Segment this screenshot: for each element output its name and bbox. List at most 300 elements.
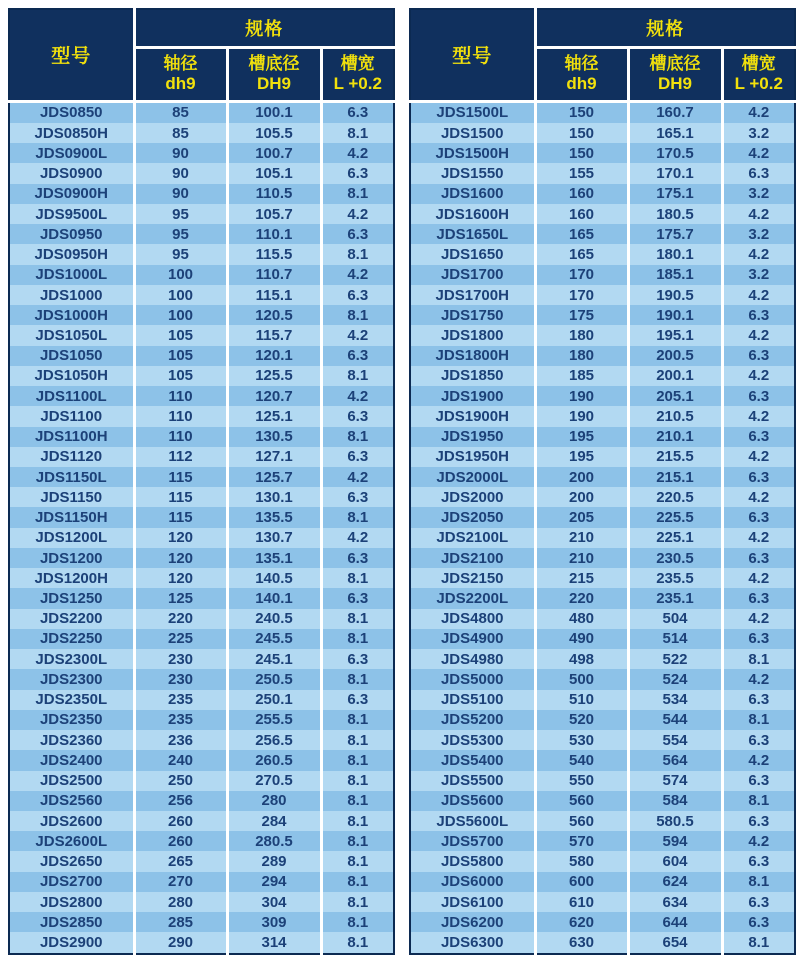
shaft-diameter-label: 轴径 [564,53,599,73]
table-row [410,325,795,345]
shaft-diameter-cell: 260 [134,811,227,831]
groove-bottom-diameter-cell: 125.5 [227,366,321,386]
model-cell: JDS2300 [39,670,103,688]
shaft-diameter-cell: 160 [535,184,628,204]
groove-bottom-diameter-cell: 100.7 [227,143,321,163]
shaft-diameter-cell: 580 [535,851,628,871]
table-row [9,101,394,123]
shaft-diameter-cell: 235 [134,690,227,710]
model-cell: JDS1600 [440,185,504,203]
model-cell: JDS1650L [436,225,509,243]
model-cell: JDS1850 [440,367,504,385]
model-cell: JDS2800 [39,893,103,911]
groove-width-cell: 6.3 [722,548,795,568]
groove-width-symbol: L +0.2 [734,74,783,93]
table-header [9,9,394,101]
shaft-diameter-label: 轴径 [163,53,198,73]
model-cell: JDS2400 [39,751,103,769]
model-cell: JDS5800 [440,853,504,871]
groove-bottom-diameter-symbol: DH9 [256,74,291,93]
table-row [9,811,394,831]
groove-width-label: 槽宽 [340,53,375,73]
table-row [9,507,394,527]
groove-bottom-diameter-cell: 115.1 [227,285,321,305]
groove-width-cell: 8.1 [722,710,795,730]
groove-bottom-diameter-cell: 200.1 [628,366,722,386]
groove-width-cell: 8.1 [722,791,795,811]
groove-bottom-diameter-cell: 230.5 [628,548,722,568]
groove-bottom-diameter-cell: 140.5 [227,568,321,588]
model-column-header: 型号 [9,9,134,101]
model-cell: JDS1200 [39,549,103,567]
groove-bottom-diameter-cell: 135.5 [227,507,321,527]
shaft-diameter-cell: 112 [134,447,227,467]
shaft-diameter-symbol: dh9 [165,74,196,93]
groove-width-cell: 8.1 [321,831,394,851]
groove-bottom-diameter-cell: 564 [628,750,722,770]
groove-width-cell: 6.3 [722,892,795,912]
groove-width-cell: 8.1 [321,184,394,204]
shaft-diameter-cell: 570 [535,831,628,851]
model-cell: JDS5000 [440,670,504,688]
shaft-diameter-cell: 210 [535,548,628,568]
groove-bottom-diameter-cell: 120.5 [227,305,321,325]
groove-width-cell: 6.3 [722,467,795,487]
groove-bottom-diameter-cell: 120.7 [227,386,321,406]
table-row [410,528,795,548]
model-cell: JDS1100H [34,428,108,446]
shaft-diameter-cell: 620 [535,912,628,932]
model-cell: JDS1250 [39,590,103,608]
model-cell: JDS6100 [440,893,504,911]
groove-bottom-diameter-cell: 504 [628,609,722,629]
shaft-diameter-cell: 120 [134,548,227,568]
groove-bottom-diameter-cell: 110.1 [227,224,321,244]
groove-bottom-diameter-cell: 170.5 [628,143,722,163]
groove-bottom-diameter-cell: 289 [227,851,321,871]
table-body-left [9,101,394,954]
table-row [9,244,394,264]
groove-bottom-diameter-cell: 524 [628,669,722,689]
shaft-diameter-cell: 530 [535,730,628,750]
groove-width-cell: 4.2 [722,204,795,224]
table-row [9,791,394,811]
shaft-diameter-cell: 150 [535,123,628,143]
groove-width-header [321,47,394,101]
groove-bottom-diameter-cell: 235.1 [628,588,722,608]
shaft-diameter-cell: 120 [134,568,227,588]
model-cell: JDS0950H [34,246,108,264]
model-cell: JDS2000L [436,468,509,486]
groove-width-cell: 6.3 [722,851,795,871]
table-row [9,568,394,588]
table-row [410,101,795,123]
model-cell: JDS4800 [440,610,504,628]
groove-width-cell: 8.1 [321,811,394,831]
groove-bottom-diameter-cell: 250.1 [227,690,321,710]
shaft-diameter-cell: 230 [134,649,227,669]
groove-bottom-diameter-cell: 514 [628,629,722,649]
shaft-diameter-cell: 498 [535,649,628,669]
model-cell: JDS1650 [440,246,504,264]
table-row [410,609,795,629]
shaft-diameter-cell: 630 [535,932,628,954]
groove-bottom-diameter-cell: 215.1 [628,467,722,487]
table-row [410,366,795,386]
groove-width-cell: 8.1 [321,771,394,791]
model-cell: JDS1100L [35,387,107,405]
table-row [410,811,795,831]
groove-bottom-diameter-cell: 309 [227,912,321,932]
spec-table-left [8,8,395,955]
groove-width-cell: 4.2 [722,406,795,426]
shaft-diameter-cell: 550 [535,771,628,791]
shaft-diameter-cell: 90 [134,184,227,204]
model-cell: JDS0900L [35,144,108,162]
shaft-diameter-cell: 260 [134,831,227,851]
shaft-diameter-cell: 200 [535,467,628,487]
groove-bottom-diameter-cell: 280.5 [227,831,321,851]
shaft-diameter-cell: 280 [134,892,227,912]
table-row [9,123,394,143]
table-row [410,184,795,204]
groove-bottom-diameter-cell: 180.1 [628,244,722,264]
groove-width-cell: 4.2 [321,143,394,163]
shaft-diameter-cell: 175 [535,305,628,325]
model-cell: JDS5600L [436,812,509,830]
groove-bottom-diameter-cell: 110.7 [227,265,321,285]
groove-width-cell: 8.1 [321,427,394,447]
model-cell: JDS5700 [440,832,504,850]
groove-width-cell: 8.1 [321,568,394,588]
model-cell: JDS1700H [435,286,509,304]
shaft-diameter-cell: 215 [535,568,628,588]
groove-bottom-diameter-cell: 245.1 [227,649,321,669]
groove-bottom-diameter-cell: 170.1 [628,163,722,183]
groove-bottom-diameter-cell: 105.1 [227,163,321,183]
groove-width-cell: 6.3 [321,649,394,669]
table-row [410,588,795,608]
model-cell: JDS2350 [39,711,103,729]
table-row [9,649,394,669]
groove-width-cell: 4.2 [722,325,795,345]
table-row [9,163,394,183]
groove-bottom-diameter-label: 槽底径 [649,53,701,73]
groove-bottom-diameter-cell: 654 [628,932,722,954]
table-row [9,447,394,467]
groove-width-cell: 3.2 [722,224,795,244]
table-row [9,872,394,892]
model-cell: JDS2850 [39,913,103,931]
shaft-diameter-cell: 105 [134,366,227,386]
groove-bottom-diameter-cell: 225.1 [628,528,722,548]
model-cell: JDS1800 [440,326,504,344]
table-row [410,750,795,770]
table-row [9,669,394,689]
shaft-diameter-symbol: dh9 [566,74,597,93]
shaft-diameter-cell: 285 [134,912,227,932]
groove-width-cell: 6.3 [321,487,394,507]
groove-width-cell: 8.1 [321,872,394,892]
shaft-diameter-cell: 150 [535,101,628,123]
shaft-diameter-cell: 170 [535,265,628,285]
groove-width-cell: 8.1 [321,750,394,770]
model-cell: JDS1900H [435,407,509,425]
table-row [410,244,795,264]
groove-width-cell: 6.3 [722,305,795,325]
model-cell: JDS1900 [440,387,504,405]
model-cell: JDS0850 [39,104,103,122]
table-row [9,305,394,325]
table-row [410,285,795,305]
groove-width-cell: 6.3 [321,285,394,305]
shaft-diameter-cell: 195 [535,427,628,447]
table-row [410,932,795,954]
groove-width-cell: 8.1 [321,123,394,143]
table-row [410,791,795,811]
groove-width-cell: 6.3 [722,163,795,183]
shaft-diameter-cell: 180 [535,325,628,345]
table-row [9,710,394,730]
model-cell: JDS1150L [35,468,107,486]
groove-bottom-diameter-cell: 250.5 [227,669,321,689]
groove-bottom-diameter-cell: 255.5 [227,710,321,730]
groove-width-cell: 6.3 [722,507,795,527]
groove-width-cell: 6.3 [722,730,795,750]
table-row [410,831,795,851]
groove-width-cell: 8.1 [321,932,394,954]
shaft-diameter-cell: 560 [535,811,628,831]
groove-width-cell: 8.1 [321,710,394,730]
table-row [410,487,795,507]
table-row [9,366,394,386]
groove-width-symbol: L +0.2 [333,74,382,93]
shaft-diameter-cell: 290 [134,932,227,954]
table-row [9,528,394,548]
shaft-diameter-cell: 195 [535,447,628,467]
table-row [9,143,394,163]
table-row [9,265,394,285]
shaft-diameter-header [134,47,227,101]
groove-bottom-diameter-cell: 200.5 [628,346,722,366]
shaft-diameter-cell: 100 [134,285,227,305]
groove-width-cell: 6.3 [321,346,394,366]
groove-width-cell: 4.2 [722,244,795,264]
groove-width-cell: 8.1 [321,244,394,264]
groove-bottom-diameter-cell: 127.1 [227,447,321,467]
model-cell: JDS0900 [39,165,103,183]
groove-bottom-diameter-cell: 240.5 [227,609,321,629]
groove-width-cell: 6.3 [722,912,795,932]
shaft-diameter-cell: 490 [535,629,628,649]
groove-width-cell: 6.3 [321,406,394,426]
shaft-diameter-cell: 95 [134,204,227,224]
groove-width-cell: 6.3 [722,771,795,791]
shaft-diameter-cell: 500 [535,669,628,689]
shaft-diameter-cell: 190 [535,386,628,406]
model-cell: JDS2200L [436,590,509,608]
table-row [410,568,795,588]
table-row [410,163,795,183]
groove-width-cell: 4.2 [722,447,795,467]
model-cell: JDS1950 [440,428,504,446]
model-cell: JDS2250 [39,630,103,648]
table-row [9,912,394,932]
groove-bottom-diameter-cell: 185.1 [628,265,722,285]
groove-bottom-diameter-cell: 175.1 [628,184,722,204]
table-row [9,204,394,224]
groove-bottom-diameter-cell: 260.5 [227,750,321,770]
shaft-diameter-cell: 100 [134,265,227,285]
shaft-diameter-cell: 115 [134,487,227,507]
model-cell: JDS4900 [440,630,504,648]
shaft-diameter-cell: 100 [134,305,227,325]
groove-width-header [722,47,795,101]
shaft-diameter-cell: 85 [134,101,227,123]
groove-width-cell: 4.2 [722,669,795,689]
groove-width-cell: 4.2 [722,528,795,548]
shaft-diameter-cell: 105 [134,346,227,366]
groove-bottom-diameter-cell: 580.5 [628,811,722,831]
groove-width-label: 槽宽 [741,53,776,73]
groove-width-cell: 8.1 [321,305,394,325]
groove-width-cell: 4.2 [722,609,795,629]
groove-bottom-diameter-cell: 175.7 [628,224,722,244]
shaft-diameter-cell: 230 [134,669,227,689]
model-cell: JDS1050 [39,347,103,365]
shaft-diameter-cell: 90 [134,143,227,163]
shaft-diameter-cell: 155 [535,163,628,183]
groove-width-cell: 8.1 [321,892,394,912]
groove-width-cell: 4.2 [321,467,394,487]
groove-bottom-diameter-cell: 314 [227,932,321,954]
groove-width-cell: 8.1 [321,366,394,386]
table-row [410,912,795,932]
table-row [9,427,394,447]
groove-width-cell: 8.1 [321,730,394,750]
table-row [410,851,795,871]
groove-bottom-diameter-cell: 225.5 [628,507,722,527]
shaft-diameter-cell: 105 [134,325,227,345]
model-cell: JDS0950 [39,225,103,243]
table-row [410,224,795,244]
model-cell: JDS2360 [39,731,103,749]
groove-width-cell: 3.2 [722,123,795,143]
table-row [9,386,394,406]
model-cell: JDS1200H [34,569,108,587]
groove-width-cell: 4.2 [722,101,795,123]
shaft-diameter-cell: 125 [134,588,227,608]
groove-bottom-diameter-symbol: DH9 [657,74,692,93]
model-cell: JDS1100 [40,407,103,425]
model-cell: JDS2700 [39,873,103,891]
model-cell: JDS2300L [35,650,108,668]
table-row [410,143,795,163]
shaft-diameter-cell: 165 [535,224,628,244]
groove-width-cell: 4.2 [722,831,795,851]
model-cell: JDS1500 [440,124,504,142]
shaft-diameter-cell: 190 [535,406,628,426]
shaft-diameter-cell: 256 [134,791,227,811]
groove-bottom-diameter-cell: 190.1 [628,305,722,325]
groove-bottom-diameter-cell: 130.1 [227,487,321,507]
groove-bottom-diameter-cell: 195.1 [628,325,722,345]
model-column-header: 型号 [410,9,535,101]
groove-width-cell: 8.1 [722,649,795,669]
groove-bottom-diameter-cell: 220.5 [628,487,722,507]
groove-width-cell: 6.3 [321,447,394,467]
groove-bottom-diameter-cell: 574 [628,771,722,791]
model-cell: JDS6000 [440,873,504,891]
model-cell: JDS2050 [440,509,504,527]
shaft-diameter-cell: 220 [134,609,227,629]
groove-bottom-diameter-cell: 180.5 [628,204,722,224]
shaft-diameter-cell: 240 [134,750,227,770]
table-row [9,730,394,750]
table-row [410,123,795,143]
shaft-diameter-cell: 600 [535,872,628,892]
groove-bottom-diameter-header [227,47,321,101]
table-row [9,588,394,608]
table-row [410,669,795,689]
model-cell: JDS1500L [436,104,509,122]
model-cell: JDS5300 [440,731,504,749]
model-cell: JDS1500H [435,144,509,162]
model-cell: JDS5200 [440,711,504,729]
groove-width-cell: 6.3 [722,588,795,608]
groove-width-cell: 4.2 [321,386,394,406]
shaft-diameter-cell: 120 [134,528,227,548]
table-header [410,9,795,101]
groove-bottom-diameter-cell: 100.1 [227,101,321,123]
model-cell: JDS5500 [440,772,504,790]
model-cell: JDS0850H [34,124,108,142]
groove-bottom-diameter-cell: 205.1 [628,386,722,406]
groove-width-cell: 8.1 [321,912,394,932]
groove-bottom-diameter-label: 槽底径 [248,53,300,73]
groove-width-cell: 4.2 [321,325,394,345]
groove-bottom-diameter-cell: 522 [628,649,722,669]
table-row [9,487,394,507]
shaft-diameter-cell: 225 [134,629,227,649]
model-cell: JDS5100 [440,691,504,709]
table-row [410,710,795,730]
groove-width-cell: 8.1 [321,609,394,629]
table-row [9,609,394,629]
model-cell: JDS2500 [39,772,103,790]
model-cell: JDS9500L [35,205,108,223]
shaft-diameter-cell: 90 [134,163,227,183]
groove-bottom-diameter-cell: 280 [227,791,321,811]
groove-width-cell: 4.2 [722,143,795,163]
groove-bottom-diameter-cell: 294 [227,872,321,892]
groove-width-cell: 4.2 [722,366,795,386]
table-row [9,690,394,710]
model-cell: JDS1120 [40,448,103,466]
groove-width-cell: 8.1 [722,932,795,954]
groove-bottom-diameter-cell: 256.5 [227,730,321,750]
groove-bottom-diameter-cell: 115.7 [227,325,321,345]
model-cell: JDS2000 [440,488,504,506]
shaft-diameter-cell: 165 [535,244,628,264]
shaft-diameter-cell: 110 [134,427,227,447]
shaft-diameter-cell: 540 [535,750,628,770]
table-row [410,447,795,467]
groove-width-cell: 3.2 [722,265,795,285]
groove-width-cell: 6.3 [722,386,795,406]
model-cell: JDS1150 [40,488,103,506]
shaft-diameter-cell: 250 [134,771,227,791]
